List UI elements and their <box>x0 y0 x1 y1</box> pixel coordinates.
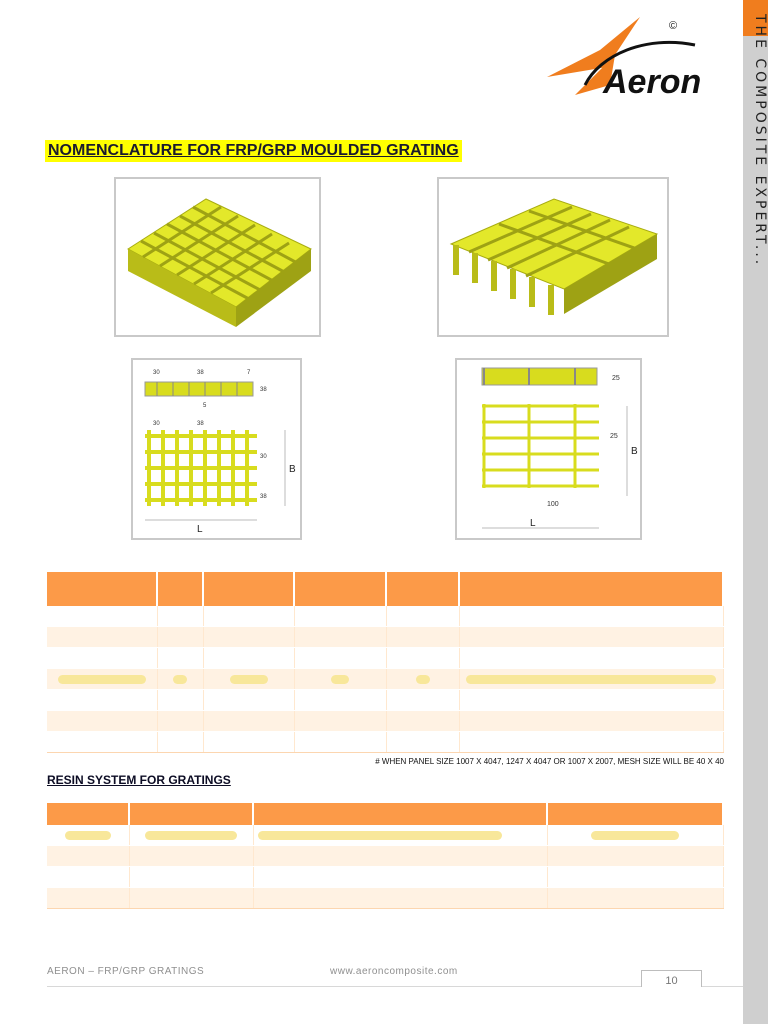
page-title: NOMENCLATURE FOR FRP/GRP MOULDED GRATING <box>45 140 462 162</box>
svg-text:38: 38 <box>260 494 267 500</box>
table-row <box>47 732 723 753</box>
rectangular-mesh-dimension-drawing <box>455 358 642 540</box>
footer-divider <box>47 986 743 987</box>
table-row-highlighted <box>47 669 723 690</box>
svg-text:25: 25 <box>610 433 618 440</box>
square-mesh-dimension-drawing <box>131 358 302 540</box>
page-number: 10 <box>641 970 702 987</box>
svg-text:5: 5 <box>203 403 207 409</box>
length-label: L <box>530 518 536 529</box>
svg-text:25: 25 <box>612 375 620 382</box>
rectangular-mesh-grating-image <box>437 177 669 337</box>
svg-text:30: 30 <box>153 421 160 427</box>
aeron-logo <box>545 15 730 120</box>
breadth-label: B <box>289 464 296 475</box>
length-label: L <box>197 524 203 535</box>
svg-text:30: 30 <box>153 370 160 376</box>
table-row <box>47 627 723 648</box>
table-row <box>47 606 723 627</box>
table-row <box>47 648 723 669</box>
resin-system-table <box>47 803 724 909</box>
table-row <box>47 867 723 888</box>
table-row <box>47 690 723 711</box>
footer-document-title: AERON – FRP/GRP GRATINGS <box>47 966 205 977</box>
table-row <box>47 888 723 909</box>
table-row <box>47 711 723 732</box>
resin-section-heading: RESIN SYSTEM FOR GRATINGS <box>47 773 231 787</box>
svg-text:38: 38 <box>197 370 204 376</box>
svg-text:100: 100 <box>547 501 559 508</box>
square-mesh-grating-image <box>114 177 321 337</box>
svg-text:30: 30 <box>260 454 267 460</box>
side-tagline: THE COMPOSITE EXPERT... <box>752 14 768 268</box>
table-header-row <box>47 803 723 825</box>
svg-text:7: 7 <box>247 370 251 376</box>
grating-nomenclature-table <box>47 572 724 753</box>
breadth-label: B <box>631 446 638 457</box>
table-row-highlighted <box>47 825 723 846</box>
table-row <box>47 846 723 867</box>
table-header-row <box>47 572 723 606</box>
logo-copyright-mark: © <box>669 20 678 32</box>
svg-text:38: 38 <box>260 387 267 393</box>
panel-size-footnote: # WHEN PANEL SIZE 1007 X 4047, 1247 X 4047 OR 1007 X 2007, MESH SIZE WILL BE 40 X 40 <box>375 757 724 766</box>
footer-website-link[interactable]: www.aeroncomposite.com <box>330 966 458 977</box>
svg-text:38: 38 <box>197 421 204 427</box>
logo-brand: Aeron <box>603 63 702 101</box>
